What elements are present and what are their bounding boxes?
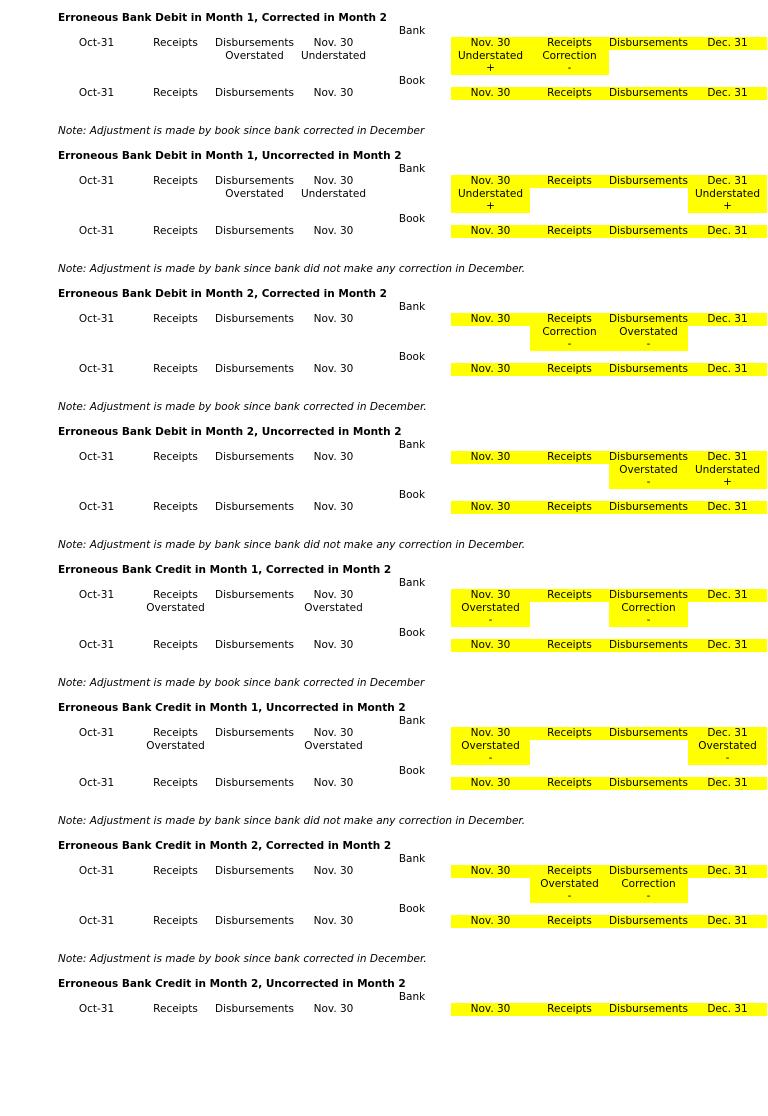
bank-right-cell: Disbursements: [609, 37, 688, 49]
bank-right-cell: Correction: [530, 50, 609, 63]
bank-left-cell: Receipts: [153, 313, 198, 325]
bank-left-cell: Disbursements: [215, 451, 294, 463]
book-right-cell: Dec. 31: [688, 87, 767, 100]
bank-left-cell: Receipts: [153, 1003, 198, 1015]
bank-right-cell: Disbursements: [609, 451, 688, 463]
bank-right-cell: +: [688, 476, 767, 489]
book-right-cell: Nov. 30: [451, 915, 530, 928]
book-left-cell: Receipts: [153, 225, 198, 237]
book-left-cell: Oct-31: [78, 777, 115, 789]
bank-left-cell: Nov. 30: [313, 451, 354, 463]
section-title: Erroneous Bank Credit in Month 2, Uncorrected in Month 2: [58, 978, 406, 990]
reconciliation-section: [0, 426, 768, 564]
book-right-cell: Dec. 31: [688, 225, 767, 238]
book-left-cell: Receipts: [153, 501, 198, 513]
bank-right-cell: Overstated: [530, 878, 609, 891]
book-right-cell: Dec. 31: [688, 363, 767, 376]
adjustment-note: Note: Adjustment is made by bank since bank did not make any correction in December.: [58, 263, 526, 275]
bank-right-cell: Receipts: [530, 1003, 609, 1016]
bank-left-cell: Oct-31: [78, 727, 115, 739]
book-left-cell: Oct-31: [78, 87, 115, 99]
bank-right-cell: +: [688, 200, 767, 213]
bank-right-cell: Receipts: [530, 727, 609, 740]
book-right-cell: Disbursements: [609, 915, 688, 927]
book-left-cell: Nov. 30: [313, 639, 354, 651]
bank-left-cell: Disbursements: [215, 1003, 294, 1015]
bank-left-cell: Nov. 30: [313, 1003, 354, 1015]
section-title: Erroneous Bank Credit in Month 1, Corrected in Month 2: [58, 564, 392, 576]
bank-right-cell: -: [609, 890, 688, 903]
bank-left-cell: Receipts: [153, 589, 198, 601]
book-right-cell: Dec. 31: [688, 639, 767, 652]
book-label: Book: [398, 351, 426, 363]
bank-right-cell: -: [609, 338, 688, 351]
bank-right-cell: Overstated: [451, 602, 530, 615]
bank-right-cell: Dec. 31: [688, 175, 767, 188]
book-left-cell: Receipts: [153, 915, 198, 927]
bank-right-cell: -: [688, 752, 767, 765]
reconciliation-section: [0, 702, 768, 840]
book-right-cell: Receipts: [530, 777, 609, 790]
bank-label: Bank: [398, 991, 426, 1003]
bank-right-cell: Nov. 30: [451, 727, 530, 740]
bank-left-cell: Overstated: [146, 739, 205, 752]
bank-left-cell: Oct-31: [78, 1003, 115, 1015]
book-right-cell: Nov. 30: [451, 777, 530, 790]
book-left-cell: Nov. 30: [313, 87, 354, 99]
bank-left-cell: Overstated: [225, 49, 284, 62]
bank-left-cell: Disbursements: [215, 865, 294, 877]
bank-right-cell: Nov. 30: [451, 313, 530, 326]
bank-right-cell: -: [609, 476, 688, 489]
bank-left-cell: Receipts: [153, 865, 198, 877]
bank-right-cell: Overstated: [451, 740, 530, 753]
book-label: Book: [398, 213, 426, 225]
book-right-cell: Dec. 31: [688, 777, 767, 790]
adjustment-note: Note: Adjustment is made by bank since bank did not make any correction in December.: [58, 815, 526, 827]
book-left-cell: Receipts: [153, 639, 198, 651]
bank-left-cell: Oct-31: [78, 589, 115, 601]
bank-right-cell: Overstated: [609, 326, 688, 339]
bank-right-cell: Dec. 31: [688, 865, 767, 878]
bank-right-cell: Disbursements: [609, 727, 688, 739]
bank-right-cell: Receipts: [530, 865, 609, 878]
bank-label: Bank: [398, 577, 426, 589]
bank-left-cell: Overstated: [146, 601, 205, 614]
book-right-cell: Disbursements: [609, 777, 688, 789]
bank-right-cell: Overstated: [688, 740, 767, 753]
bank-left-cell: Disbursements: [215, 589, 294, 601]
bank-right-cell: Dec. 31: [688, 451, 767, 464]
adjustment-note: Note: Adjustment is made by book since bank corrected in December: [58, 125, 425, 137]
reconciliation-section: [0, 978, 768, 1116]
bank-right-cell: Receipts: [530, 451, 609, 464]
book-right-cell: Receipts: [530, 363, 609, 376]
bank-right-cell: Receipts: [530, 175, 609, 188]
bank-label: Bank: [398, 853, 426, 865]
book-left-cell: Receipts: [153, 87, 198, 99]
book-left-cell: Disbursements: [215, 87, 294, 99]
book-label: Book: [398, 489, 426, 501]
bank-right-cell: Receipts: [530, 37, 609, 50]
book-label: Book: [398, 903, 426, 915]
bank-right-cell: -: [530, 62, 609, 75]
book-right-cell: Nov. 30: [451, 363, 530, 376]
book-right-cell: Dec. 31: [688, 915, 767, 928]
bank-right-cell: Nov. 30: [451, 451, 530, 464]
book-left-cell: Receipts: [153, 777, 198, 789]
book-left-cell: Receipts: [153, 363, 198, 375]
section-title: Erroneous Bank Credit in Month 2, Corrected in Month 2: [58, 840, 392, 852]
bank-left-cell: Receipts: [153, 451, 198, 463]
bank-right-cell: Dec. 31: [688, 37, 767, 50]
bank-label: Bank: [398, 301, 426, 313]
book-left-cell: Oct-31: [78, 363, 115, 375]
bank-left-cell: Nov. 30: [313, 727, 354, 739]
book-right-cell: Receipts: [530, 915, 609, 928]
bank-left-cell: Disbursements: [215, 727, 294, 739]
book-left-cell: Disbursements: [215, 639, 294, 651]
bank-left-cell: Oct-31: [78, 313, 115, 325]
book-right-cell: Receipts: [530, 225, 609, 238]
bank-right-cell: Correction: [609, 602, 688, 615]
bank-left-cell: Disbursements: [215, 175, 294, 187]
bank-right-cell: Disbursements: [609, 175, 688, 187]
bank-left-cell: Receipts: [153, 175, 198, 187]
section-title: Erroneous Bank Debit in Month 2, Corrected in Month 2: [58, 288, 387, 300]
bank-right-cell: -: [609, 614, 688, 627]
bank-left-cell: Disbursements: [215, 313, 294, 325]
reconciliation-section: [0, 150, 768, 288]
adjustment-note: Note: Adjustment is made by book since bank corrected in December.: [58, 401, 427, 413]
section-title: Erroneous Bank Debit in Month 2, Uncorrected in Month 2: [58, 426, 402, 438]
book-left-cell: Oct-31: [78, 639, 115, 651]
bank-right-cell: +: [451, 200, 530, 213]
bank-right-cell: -: [451, 614, 530, 627]
bank-label: Bank: [398, 715, 426, 727]
bank-left-cell: Receipts: [153, 37, 198, 49]
bank-right-cell: Correction: [530, 326, 609, 339]
bank-left-cell: Oct-31: [78, 175, 115, 187]
bank-label: Bank: [398, 25, 426, 37]
bank-left-cell: Oct-31: [78, 37, 115, 49]
reconciliation-section: [0, 840, 768, 978]
book-right-cell: Nov. 30: [451, 225, 530, 238]
bank-right-cell: +: [451, 62, 530, 75]
reconciliation-section: [0, 564, 768, 702]
bank-left-cell: Oct-31: [78, 451, 115, 463]
bank-right-cell: Understated: [451, 188, 530, 201]
bank-right-cell: Dec. 31: [688, 1003, 767, 1016]
book-left-cell: Nov. 30: [313, 501, 354, 513]
section-title: Erroneous Bank Debit in Month 1, Corrected in Month 2: [58, 12, 387, 24]
bank-right-cell: Overstated: [609, 464, 688, 477]
book-right-cell: Disbursements: [609, 639, 688, 651]
bank-right-cell: Understated: [688, 188, 767, 201]
book-right-cell: Receipts: [530, 639, 609, 652]
section-title: Erroneous Bank Credit in Month 1, Uncorrected in Month 2: [58, 702, 406, 714]
book-left-cell: Oct-31: [78, 915, 115, 927]
book-right-cell: Disbursements: [609, 501, 688, 513]
book-label: Book: [398, 765, 426, 777]
book-left-cell: Disbursements: [215, 915, 294, 927]
bank-right-cell: Receipts: [530, 589, 609, 602]
bank-right-cell: Dec. 31: [688, 589, 767, 602]
book-left-cell: Disbursements: [215, 225, 294, 237]
bank-label: Bank: [398, 163, 426, 175]
bank-left-cell: Overstated: [225, 187, 284, 200]
bank-right-cell: -: [451, 752, 530, 765]
bank-left-cell: Overstated: [304, 601, 363, 614]
bank-left-cell: Receipts: [153, 727, 198, 739]
bank-right-cell: Nov. 30: [451, 175, 530, 188]
bank-label: Bank: [398, 439, 426, 451]
bank-left-cell: Oct-31: [78, 865, 115, 877]
book-label: Book: [398, 627, 426, 639]
bank-left-cell: Overstated: [304, 739, 363, 752]
bank-left-cell: Understated: [300, 49, 367, 62]
bank-right-cell: Nov. 30: [451, 865, 530, 878]
book-right-cell: Nov. 30: [451, 501, 530, 514]
book-right-cell: Disbursements: [609, 363, 688, 375]
book-left-cell: Nov. 30: [313, 363, 354, 375]
book-right-cell: Receipts: [530, 501, 609, 514]
book-left-cell: Nov. 30: [313, 225, 354, 237]
book-right-cell: Disbursements: [609, 87, 688, 99]
bank-right-cell: Understated: [451, 50, 530, 63]
bank-right-cell: -: [530, 338, 609, 351]
adjustment-note: Note: Adjustment is made by book since bank corrected in December: [58, 677, 425, 689]
book-label: Book: [398, 75, 426, 87]
bank-right-cell: Correction: [609, 878, 688, 891]
bank-left-cell: Understated: [300, 187, 367, 200]
bank-left-cell: Nov. 30: [313, 37, 354, 49]
book-left-cell: Oct-31: [78, 225, 115, 237]
bank-left-cell: Nov. 30: [313, 175, 354, 187]
book-right-cell: Nov. 30: [451, 87, 530, 100]
reconciliation-section: [0, 12, 768, 150]
bank-left-cell: Nov. 30: [313, 313, 354, 325]
bank-right-cell: Dec. 31: [688, 313, 767, 326]
bank-right-cell: Receipts: [530, 313, 609, 326]
book-left-cell: Oct-31: [78, 501, 115, 513]
bank-left-cell: Nov. 30: [313, 589, 354, 601]
bank-right-cell: Nov. 30: [451, 37, 530, 50]
bank-right-cell: Dec. 31: [688, 727, 767, 740]
bank-right-cell: Nov. 30: [451, 1003, 530, 1016]
book-right-cell: Disbursements: [609, 225, 688, 237]
bank-right-cell: Nov. 30: [451, 589, 530, 602]
reconciliation-section: [0, 288, 768, 426]
adjustment-note: Note: Adjustment is made by book since bank corrected in December.: [58, 953, 427, 965]
book-left-cell: Nov. 30: [313, 915, 354, 927]
book-left-cell: Disbursements: [215, 501, 294, 513]
book-right-cell: Dec. 31: [688, 501, 767, 514]
bank-right-cell: Disbursements: [609, 865, 688, 877]
book-left-cell: Disbursements: [215, 363, 294, 375]
book-left-cell: Nov. 30: [313, 777, 354, 789]
book-right-cell: Receipts: [530, 87, 609, 100]
bank-left-cell: Disbursements: [215, 37, 294, 49]
bank-right-cell: Understated: [688, 464, 767, 477]
bank-right-cell: Disbursements: [609, 313, 688, 325]
book-left-cell: Disbursements: [215, 777, 294, 789]
bank-right-cell: Disbursements: [609, 589, 688, 601]
book-right-cell: Nov. 30: [451, 639, 530, 652]
section-title: Erroneous Bank Debit in Month 1, Uncorrected in Month 2: [58, 150, 402, 162]
bank-right-cell: Disbursements: [609, 1003, 688, 1015]
adjustment-note: Note: Adjustment is made by bank since bank did not make any correction in December.: [58, 539, 526, 551]
bank-left-cell: Nov. 30: [313, 865, 354, 877]
bank-right-cell: -: [530, 890, 609, 903]
